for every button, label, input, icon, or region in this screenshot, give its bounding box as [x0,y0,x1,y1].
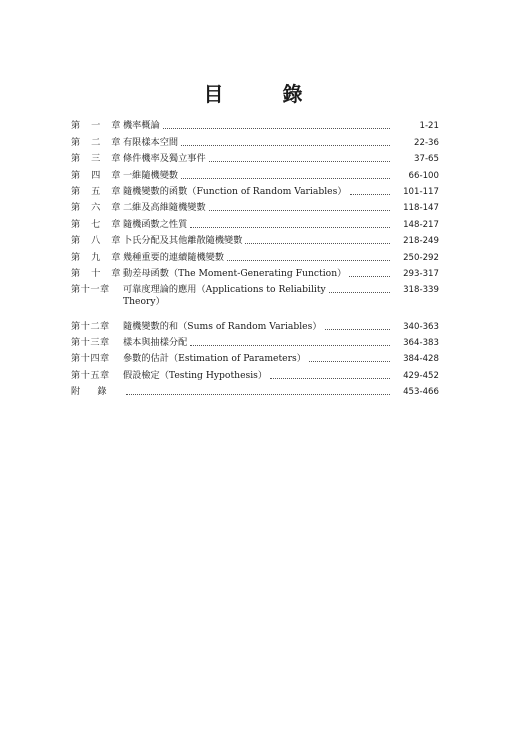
chapter-title: 一維隨機變數 [123,169,179,181]
toc-entry [71,247,439,263]
toc-entry [71,316,439,332]
page-range: 293-317 [403,268,439,279]
table-of-contents [71,116,439,398]
chapter-title: 條件機率及獨立事件 [123,153,206,165]
dot-leader [309,361,390,362]
chapter-number: 第 五 章 [71,185,125,197]
chapter-title: 幾種重要的連續隨機變數 [123,251,225,263]
page-range: 364-383 [403,338,439,349]
chapter-number: 第 二 章 [71,136,125,148]
chapter-number: 第 八 章 [71,235,125,247]
chapter-number: 第 九 章 [71,251,125,263]
chapter-title: 動差母函數（The Moment-Generating Function） [123,267,347,279]
toc-entry [71,365,439,381]
chapter-number: 第十四章 [71,353,110,365]
chapter-title: 可靠度理論的應用（Applications to Reliability [123,284,326,296]
toc-entry [71,382,439,398]
dot-leader [270,378,390,379]
chapter-number: 第 七 章 [71,218,125,230]
toc-entry [71,264,439,280]
chapter-number: 第 四 章 [71,169,125,181]
toc-entry [71,132,439,148]
chapter-number: 附 錄 [71,386,111,398]
page-range: 340-363 [403,321,439,332]
chapter-title: 樣本與抽樣分配 [123,337,188,349]
chapter-number: 第十二章 [71,320,110,332]
chapter-title: 隨機變數的函數（Function of Random Variables） [123,185,347,197]
dot-leader [181,145,390,146]
page-range: 453-466 [403,387,439,398]
dot-leader [181,178,390,179]
page-range: 318-339 [403,285,439,296]
page-range: 148-217 [403,219,439,230]
dot-leader [190,227,390,228]
toc-entry [71,116,439,132]
chapter-title: 機率概論 [123,120,160,132]
dot-leader [329,292,390,293]
page-range: 101-117 [403,186,439,197]
chapter-title: 參數的估計（Estimation of Parameters） [123,353,306,365]
chapter-title: 卜氏分配及其他離散隨機變數 [123,235,243,247]
dot-leader [190,345,390,346]
page-range: 37-65 [414,154,439,165]
page-range: 1-21 [419,121,439,132]
toc-entry [71,214,439,230]
dot-leader [163,128,390,129]
chapter-number: 第 三 章 [71,153,125,165]
chapter-number: 第 一 章 [71,120,125,132]
toc-entry [71,149,439,165]
toc-entry [71,349,439,365]
dot-leader [209,210,390,211]
page-range: 118-147 [403,203,439,214]
toc-entry [71,280,439,296]
page-range: 429-452 [403,370,439,381]
chapter-number: 第十一章 [71,284,110,296]
chapter-number: 第十五章 [71,369,110,381]
chapter-number: 第十三章 [71,337,110,349]
dot-leader [126,394,390,395]
chapter-title: 有限樣本空間 [123,136,179,148]
chapter-title: 假設檢定（Testing Hypothesis） [123,369,268,381]
chapter-number: 第 十 章 [71,267,125,279]
toc-entry [71,198,439,214]
dot-leader [227,260,390,261]
toc-entry [71,333,439,349]
page-range: 250-292 [403,252,439,263]
chapter-title: 二維及高維隨機變數 [123,202,206,214]
chapter-title: 隨機變數的和（Sums of Random Variables） [123,320,322,332]
chapter-title-continuation: Theory） [123,296,165,308]
page-title: 目 錄 [203,82,329,106]
toc-entry [71,182,439,198]
toc-entry [71,231,439,247]
dot-leader [325,329,390,330]
toc-entry [71,165,439,181]
dot-leader [350,194,390,195]
page-range: 384-428 [403,354,439,365]
page-range: 22-36 [414,137,439,148]
dot-leader [245,243,390,244]
chapter-number: 第 六 章 [71,202,125,214]
page-range: 66-100 [408,170,439,181]
chapter-title: 隨機函數之性質 [123,218,188,230]
dot-leader [349,276,390,277]
dot-leader [209,161,390,162]
page-range: 218-249 [403,236,439,247]
